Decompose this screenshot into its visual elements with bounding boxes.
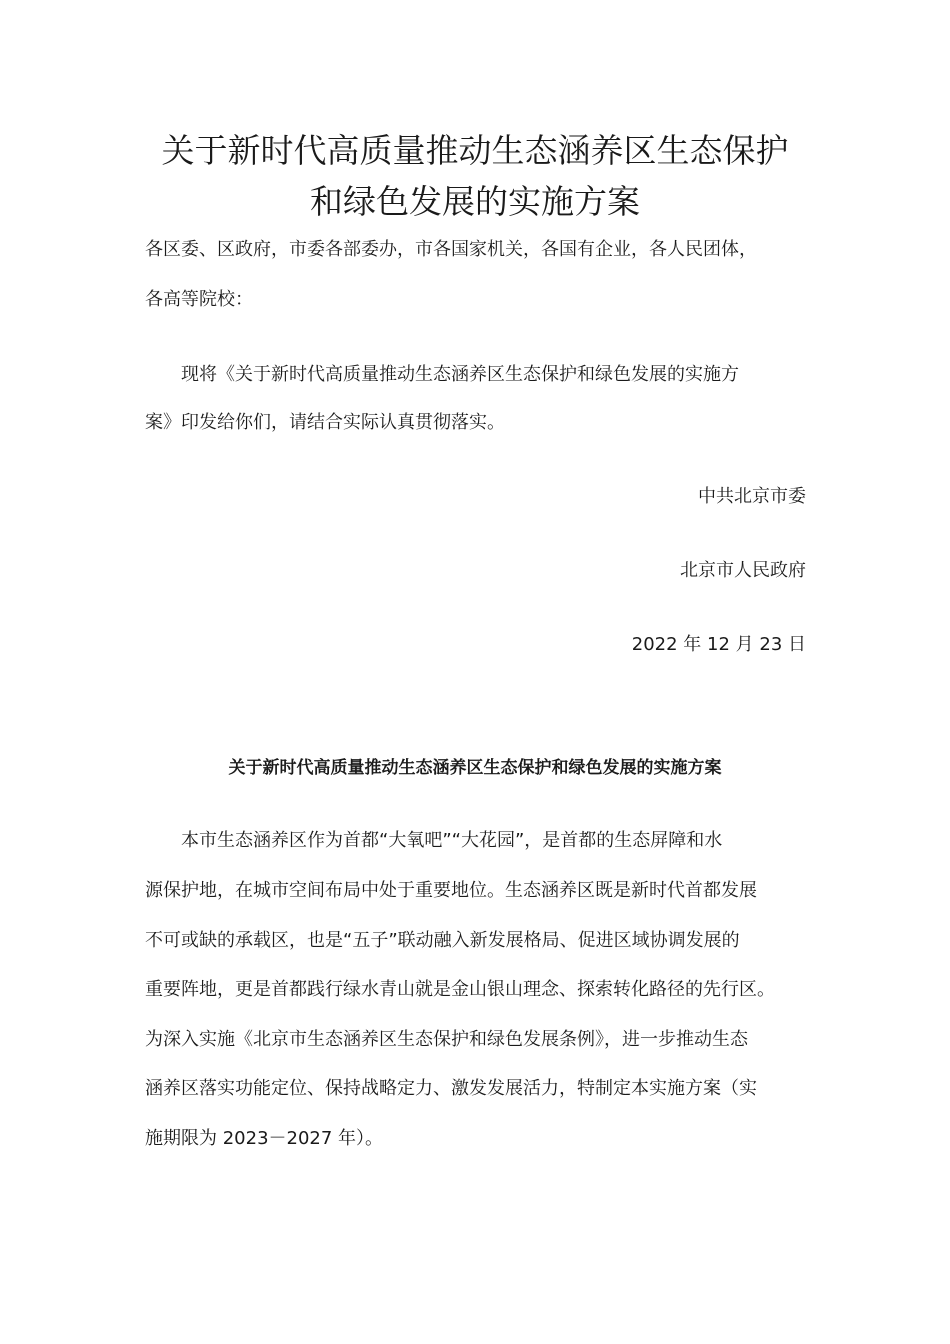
salutation-line-1: 各区委、区政府，市委各部委办，市各国家机关，各国有企业，各人民团体，: [145, 239, 757, 260]
body-line: 涵养区落实功能定位、保持战略定力、激发发展活力，特制定本实施方案（实: [145, 1078, 757, 1099]
plan-subtitle: 关于新时代高质量推动生态涵养区生态保护和绿色发展的实施方案: [228, 758, 722, 778]
issue-date: 2022 年 12 月 23 日: [631, 634, 806, 655]
salutation-line-2: 各高等院校：: [145, 289, 253, 310]
body-line: 不可或缺的承载区，也是“五子”联动融入新发展格局、促进区域协调发展的: [145, 930, 740, 951]
body-line: 源保护地，在城市空间布局中处于重要地位。生态涵养区既是新时代首都发展: [145, 880, 757, 901]
body-line: 为深入实施《北京市生态涵养区生态保护和绿色发展条例》，进一步推动生态: [145, 1029, 748, 1050]
body-line: 本市生态涵养区作为首都“大氧吧”“大花园”，是首都的生态屏障和水: [181, 830, 723, 851]
body-line: 施期限为 2023－2027 年）。: [145, 1128, 384, 1149]
document-title-line-1: 关于新时代高质量推动生态涵养区生态保护: [161, 131, 789, 170]
issuer-party-committee: 中共北京市委: [698, 486, 806, 507]
body-line: 重要阵地，更是首都践行绿水青山就是金山银山理念、探索转化路径的先行区。: [145, 979, 775, 1000]
document-title-line-2: 和绿色发展的实施方案: [310, 182, 640, 221]
notice-line-2: 案》印发给你们，请结合实际认真贯彻落实。: [145, 412, 505, 433]
notice-line-1: 现将《关于新时代高质量推动生态涵养区生态保护和绿色发展的实施方: [181, 364, 739, 385]
issuer-government: 北京市人民政府: [680, 560, 806, 581]
